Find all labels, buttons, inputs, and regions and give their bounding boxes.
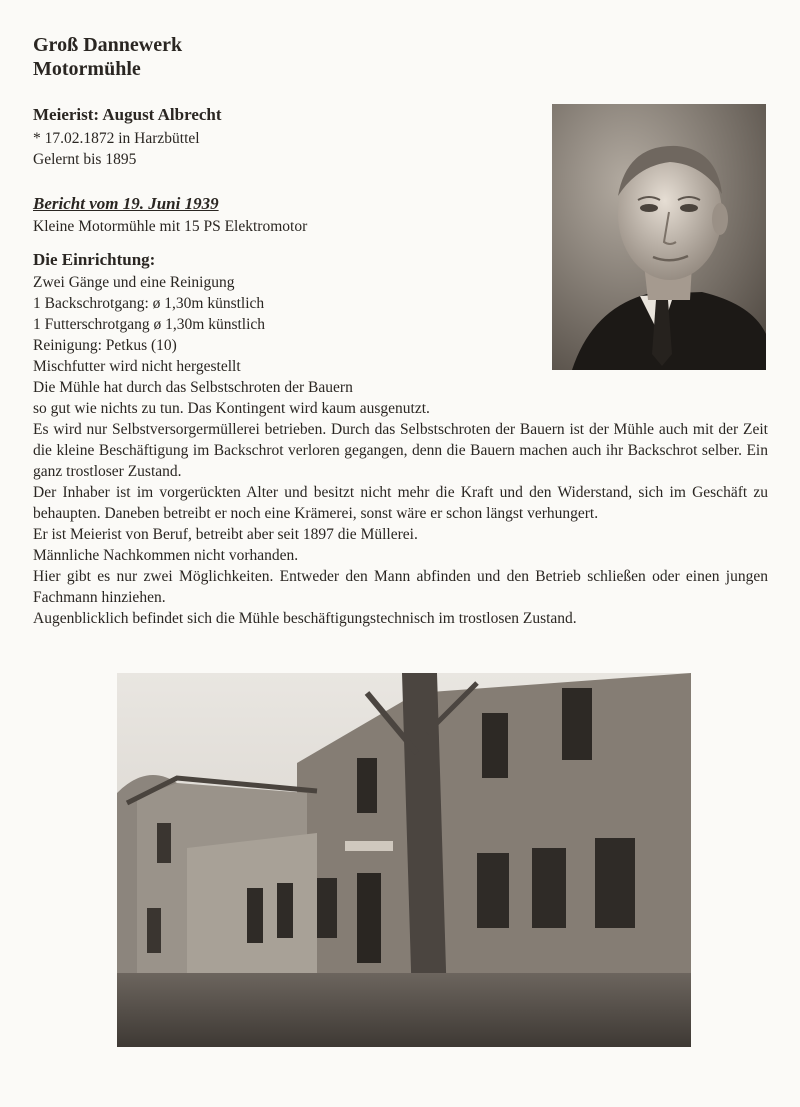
page-title [33, 33, 182, 81]
equipment-line: Die Mühle hat durch das Selbstschroten der Bauern [33, 379, 353, 396]
equipment-line: Mischfutter wird nicht hergestellt [33, 358, 241, 375]
meierist-born: * 17.02.1872 in Harzbüttel [33, 130, 200, 147]
title-line-2: Motormühle [33, 58, 141, 80]
report-subtitle: Kleine Motormühle mit 15 PS Elektromotor [33, 218, 308, 235]
meierist-trained: Gelernt bis 1895 [33, 151, 137, 168]
equipment-heading: Die Einrichtung: [33, 250, 156, 269]
equipment-line: Zwei Gänge und eine Reinigung [33, 274, 235, 291]
body-paragraph: Männliche Nachkommen nicht vorhanden. [33, 547, 299, 564]
report-heading: Bericht vom 19. Juni 1939 [33, 194, 219, 213]
portrait-photo-icon [552, 104, 766, 370]
title-line-1: Groß Dannewerk [33, 34, 183, 56]
body-paragraph: Hier gibt es nur zwei Möglichkeiten. Entweder den Mann abfinden und den Betrieb schließen oder einen jungen Fachmann hinziehen. [33, 568, 768, 606]
body-paragraph: Augenblicklich befindet sich die Mühle beschäftigungstechnisch im trostlosen Zustand. [33, 610, 577, 627]
body-paragraph: Es wird nur Selbstversorgermüllerei betrieben. Durch das Selbstschroten der Bauern ist der Mühle auch mit der Zeit die kleine Beschäftigung im Backschrot verloren gegangen, denn die Bauern machen auch ihr Backschrot selber. Ein ganz trostloser Zustand. [33, 421, 768, 480]
meierist-name: Meierist: August Albrecht [33, 105, 222, 124]
mill-building-photo-icon [117, 673, 691, 1047]
body-paragraph: Er ist Meierist von Beruf, betreibt aber seit 1897 die Müllerei. [33, 526, 418, 543]
equipment-line: 1 Backschrotgang: ø 1,30m künstlich [33, 295, 265, 312]
equipment-line: so gut wie nichts zu tun. Das Kontingent wird kaum ausgenutzt. [33, 400, 430, 417]
equipment-line: 1 Futterschrotgang ø 1,30m künstlich [33, 316, 266, 333]
equipment-line: Reinigung: Petkus (10) [33, 337, 177, 354]
body-paragraph: Der Inhaber ist im vorgerückten Alter und besitzt nicht mehr die Kraft und den Widerstand, sich im Geschäft zu behaupten. Daneben betreibt er noch eine Krämerei, sonst wäre er schon längst verhungert. [33, 484, 768, 522]
